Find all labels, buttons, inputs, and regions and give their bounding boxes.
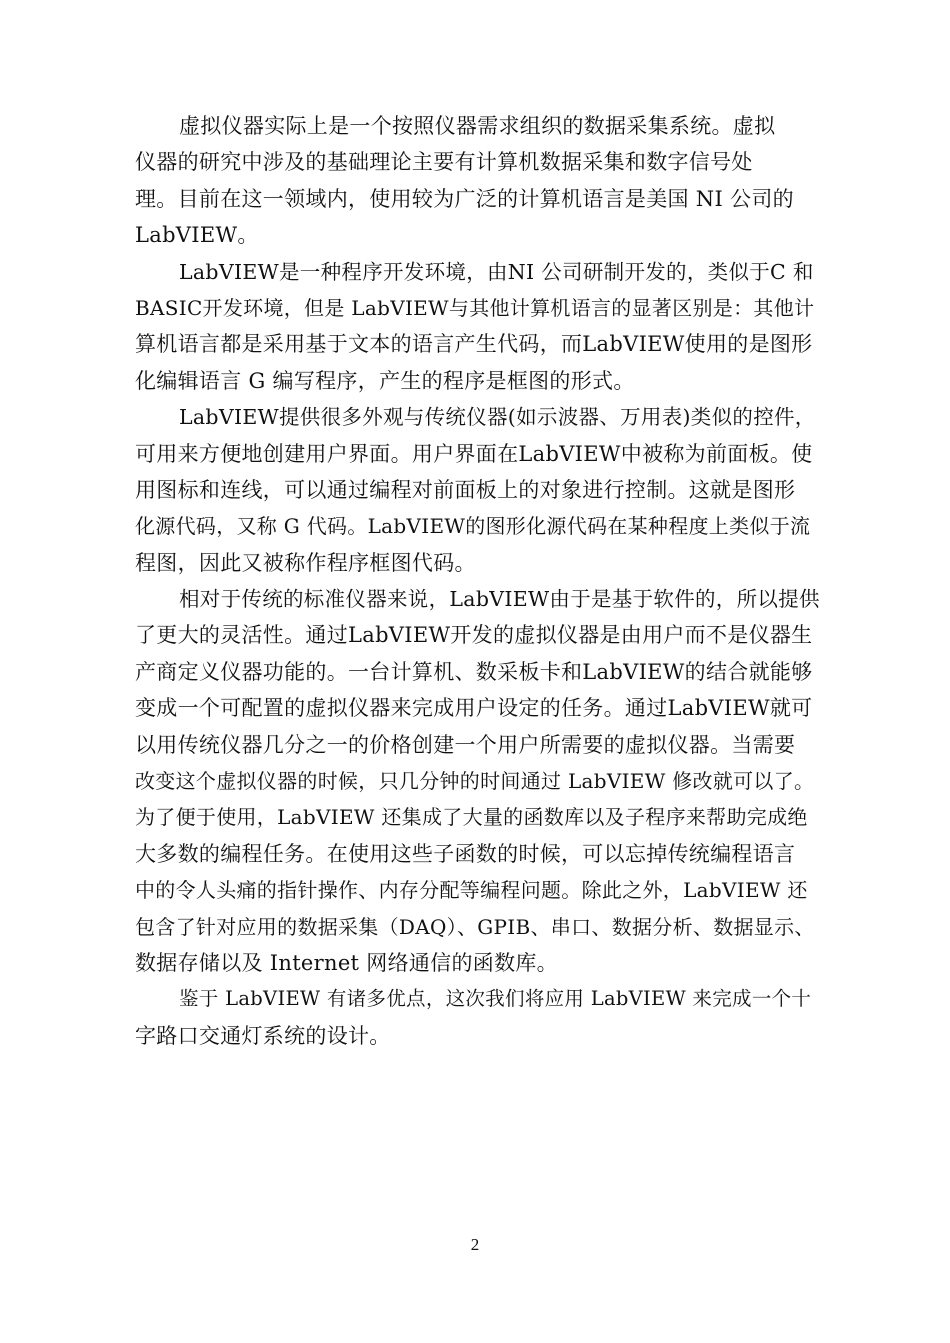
paragraph-line: 化源代码，又称 G 代码。LabVIEW的图形化源代码在某种程度上类似于流 [135,514,811,539]
paragraph-line: 虚拟仪器实际上是一个按照仪器需求组织的数据采集系统。虚拟 [179,114,776,138]
paragraph-line: 产商定义仪器功能的。一台计算机、数采板卡和LabVIEW的结合就能够 [135,659,813,684]
paragraph-line: 包含了针对应用的数据采集（DAQ）、GPIB、串口、数据分析、数据显示、 [135,914,815,939]
paragraph-line: LabVIEW是一种程序开发环境，由NI 公司研制开发的，类似于C 和 [179,259,814,284]
paragraph-line: 程图，因此又被称作程序框图代码。 [135,550,476,575]
paragraph-5 [135,981,821,1054]
paragraph-line: 以用传统仪器几分之一的价格创建一个用户所需要的虚拟仪器。当需要 [135,732,796,757]
paragraph-line: 字路口交通灯系统的设计。 [135,1023,391,1048]
paragraph-3 [135,399,821,581]
paragraph-line: 理。目前在这一领域内，使用较为广泛的计算机语言是美国 NI 公司的 [135,186,794,211]
paragraph-line: 用图标和连线，可以通过编程对前面板上的对象进行控制。这就是图形 [135,477,796,502]
body-text [135,108,821,1054]
paragraph-line: 相对于传统的标准仪器来说，LabVIEW由于是基于软件的，所以提供 [179,587,820,612]
paragraph-line: 仪器的研究中涉及的基础理论主要有计算机数据采集和数字信号处 [135,150,753,175]
paragraph-line: 算机语言都是采用基于文本的语言产生代码，而LabVIEW使用的是图形 [135,332,813,357]
paragraph-line: 变成一个可配置的虚拟仪器来完成用户设定的任务。通过LabVIEW就可 [135,696,813,721]
paragraph-line: LabVIEW提供很多外观与传统仪器(如示波器、万用表)类似的控件， [179,405,816,430]
paragraph-line: BASIC开发环境，但是 LabVIEW与其他计算机语言的显著区别是：其他计 [135,295,815,320]
paragraph-line: 改变这个虚拟仪器的时候，只几分钟的时间通过 LabVIEW 修改就可以了。 [135,769,815,794]
paragraph-line: LabVIEW。 [135,223,259,248]
page-number: 2 [470,1235,480,1254]
paragraph-line: 可用来方便地创建用户界面。用户界面在LabVIEW中被称为前面板。使 [135,441,813,466]
paragraph-1 [135,108,821,254]
paragraph-2 [135,254,821,400]
paragraph-line: 了更大的灵活性。通过LabVIEW开发的虚拟仪器是由用户而不是仪器生 [135,623,813,648]
paragraph-line: 中的令人头痛的指针操作、内存分配等编程问题。除此之外，LabVIEW 还 [135,878,808,903]
paragraph-line: 大多数的编程任务。在使用这些子函数的时候，可以忘掉传统编程语言 [135,841,796,866]
paragraph-4 [135,581,821,981]
paragraph-line: 鉴于 LabVIEW 有诸多优点，这次我们将应用 LabVIEW 来完成一个十 [179,987,812,1011]
paragraph-line: 为了便于使用，LabVIEW 还集成了大量的函数库以及子程序来帮助完成绝 [135,805,808,830]
paragraph-line: 数据存储以及 Internet 网络通信的函数库。 [135,950,558,975]
paragraph-line: 化编辑语言 G 编写程序，产生的程序是框图的形式。 [135,368,635,393]
